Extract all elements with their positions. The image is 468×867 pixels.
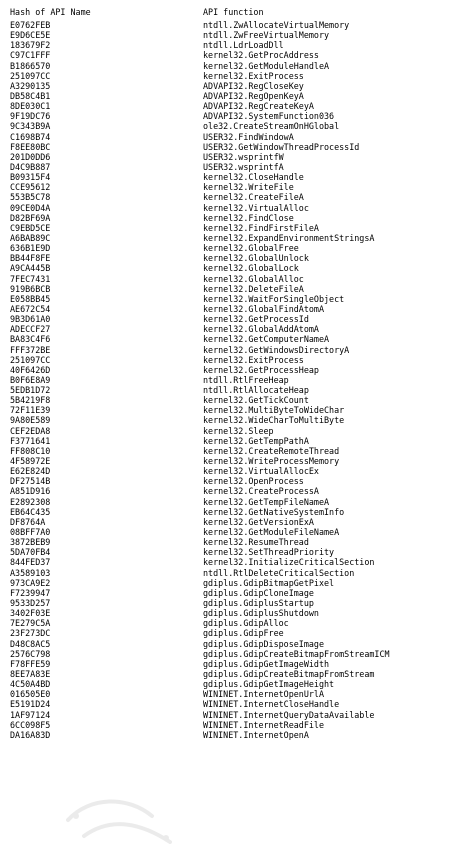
api-function-cell: USER32.wsprintfA [203, 161, 284, 172]
api-hash-cell: ADECCF27 [10, 324, 51, 335]
api-function-cell: kernel32.InitializeCriticalSection [203, 557, 375, 568]
api-hash-cell: EB64C435 [10, 506, 51, 517]
table-row [10, 193, 463, 203]
api-function-cell: kernel32.VirtualAlloc [203, 202, 309, 213]
api-function-cell: kernel32.GetModuleFileNameA [203, 527, 340, 538]
api-function-cell: kernel32.GetComputerNameA [203, 334, 330, 345]
hash-column-header: Hash of API Name [10, 7, 91, 17]
api-function-cell: ole32.CreateStreamOnHGlobal [203, 121, 340, 132]
api-hash-cell: 973CA9E2 [10, 577, 51, 588]
api-function-cell: WININET.InternetOpenUrlA [203, 689, 325, 700]
api-hash-table-body [10, 21, 463, 741]
api-function-cell: ntdll.RtlAllocateHeap [203, 385, 309, 396]
api-hash-cell: F7239947 [10, 587, 51, 598]
api-hash-cell: 5B4219F8 [10, 395, 51, 406]
table-row [10, 731, 463, 741]
api-function-cell: kernel32.FindFirstFileA [203, 222, 319, 233]
api-hash-cell: 3402F03E [10, 608, 51, 619]
table-row [10, 335, 463, 345]
api-hash-cell: E058BB45 [10, 293, 51, 304]
api-hash-cell: 183679F2 [10, 40, 51, 51]
api-function-cell: kernel32.WideCharToMultiByte [203, 415, 345, 426]
api-function-cell: gdiplus.GdipDisposeImage [203, 638, 325, 649]
api-hash-cell: E2892308 [10, 496, 51, 507]
api-hash-cell: 7FEC7431 [10, 273, 51, 284]
api-hash-cell: 72F11E39 [10, 405, 51, 416]
api-hash-cell: 8DE030C1 [10, 101, 51, 112]
api-function-cell: kernel32.GetTempPathA [203, 435, 309, 446]
table-header [10, 8, 463, 16]
api-function-cell: kernel32.ExitProcess [203, 70, 304, 81]
api-hash-cell: A9CA445B [10, 263, 51, 274]
api-function-cell: kernel32.VirtualAllocEx [203, 466, 319, 477]
api-function-cell: kernel32.DeleteFileA [203, 283, 304, 294]
api-hash-cell: E9D6CE5E [10, 30, 51, 41]
api-hash-cell: D4C9B887 [10, 161, 51, 172]
api-function-cell: gdiplus.GdipCreateBitmapFromStreamICM [203, 648, 390, 659]
api-hash-cell: 3872BEB9 [10, 537, 51, 548]
api-hash-cell: 201D0DD6 [10, 151, 51, 162]
api-hash-cell: DF8764A [10, 516, 46, 527]
table-row [10, 264, 463, 274]
api-hash-cell: 9A80E589 [10, 415, 51, 426]
api-function-cell: kernel32.GlobalFree [203, 243, 299, 254]
api-function-cell: USER32.wsprintfW [203, 151, 284, 162]
api-hash-cell: 251097CC [10, 70, 51, 81]
api-function-cell: kernel32.CreateProcessA [203, 486, 319, 497]
api-function-cell: kernel32.FindClose [203, 212, 294, 223]
api-function-cell: gdiplus.GdipGetImageWidth [203, 658, 330, 669]
api-function-cell: ntdll.RtlFreeHeap [203, 374, 289, 385]
api-hash-cell: FF808C10 [10, 445, 51, 456]
api-function-cell: kernel32.SetThreadPriority [203, 547, 335, 558]
api-function-cell: ADVAPI32.SystemFunction036 [203, 111, 335, 122]
api-function-cell: kernel32.GetProcAddress [203, 50, 319, 61]
api-function-cell: kernel32.GetVersionExA [203, 516, 314, 527]
api-function-cell: ntdll.LdrLoadDll [203, 40, 284, 51]
api-function-cell: gdiplus.GdipAlloc [203, 618, 289, 629]
api-hash-cell: AE672C54 [10, 303, 51, 314]
api-function-cell: gdiplus.GdipBitmapGetPixel [203, 577, 335, 588]
api-hash-cell: 2576C798 [10, 648, 51, 659]
api-function-cell: kernel32.ExitProcess [203, 354, 304, 365]
api-function-cell: kernel32.GlobalFindAtomA [203, 303, 325, 314]
api-function-cell: ntdll.ZwFreeVirtualMemory [203, 30, 330, 41]
api-function-cell: gdiplus.GdipCreateBitmapFromStream [203, 669, 375, 679]
api-hash-cell: 6CC098F5 [10, 719, 51, 730]
api-function-cell: kernel32.Sleep [203, 425, 274, 436]
api-function-cell: WININET.InternetCloseHandle [203, 699, 340, 710]
api-function-cell: kernel32.GetTickCount [203, 395, 309, 406]
api-hash-cell: B1866570 [10, 60, 51, 71]
api-hash-cell: DF27514B [10, 476, 51, 487]
api-hash-cell: 4C50A4BD [10, 679, 51, 690]
api-function-cell: USER32.GetWindowThreadProcessId [203, 141, 360, 152]
api-hash-cell: DB58C4B1 [10, 90, 51, 101]
api-hash-cell: D48C8AC5 [10, 638, 51, 649]
freebuf-watermark-logo [60, 788, 185, 856]
api-function-cell: kernel32.GetProcessId [203, 314, 309, 325]
api-function-cell: gdiplus.GdipFree [203, 628, 284, 639]
api-function-cell: kernel32.CreateRemoteThread [203, 445, 340, 456]
api-hash-cell: 844FED37 [10, 557, 51, 568]
api-function-cell: ntdll.ZwAllocateVirtualMemory [203, 20, 350, 30]
api-function-cell: kernel32.GetTempFileNameA [203, 496, 330, 507]
api-hash-cell: 636B1E9D [10, 243, 51, 254]
api-function-cell: kernel32.ResumeThread [203, 537, 309, 548]
api-hash-cell: 4F58972E [10, 456, 51, 467]
api-function-cell: kernel32.MultiByteToWideChar [203, 405, 345, 416]
api-function-column-header: API function [203, 7, 264, 17]
api-hash-cell: 9F19DC76 [10, 111, 51, 122]
api-hash-cell: 8EE7A83E [10, 669, 51, 679]
api-hash-cell: B0F6E8A9 [10, 374, 51, 385]
api-hash-cell: 251097CC [10, 354, 51, 365]
api-hash-cell: 9C343B9A [10, 121, 51, 132]
api-function-cell: kernel32.GlobalAlloc [203, 273, 304, 284]
api-hash-cell: 9B3D61A0 [10, 314, 51, 325]
api-hash-cell: 9533D257 [10, 598, 51, 609]
api-function-cell: WININET.InternetReadFile [203, 719, 325, 730]
api-function-cell: kernel32.GetWindowsDirectoryA [203, 344, 350, 355]
api-hash-cell: E0762FEB [10, 20, 51, 30]
api-function-cell: ADVAPI32.RegCloseKey [203, 80, 304, 91]
api-function-cell: gdiplus.GdiplusStartup [203, 598, 314, 609]
api-hash-cell: 23F273DC [10, 628, 51, 639]
api-function-cell: WININET.InternetOpenA [203, 729, 309, 740]
api-function-cell: gdiplus.GdipCloneImage [203, 587, 314, 598]
api-function-cell: kernel32.GetProcessHeap [203, 364, 319, 375]
api-function-cell: kernel32.WriteProcessMemory [203, 456, 340, 467]
api-hash-cell: 5DA70FB4 [10, 547, 51, 558]
api-hash-cell: F8EE80BC [10, 141, 51, 152]
api-hash-cell: 1AF97124 [10, 709, 51, 720]
api-function-cell: kernel32.OpenProcess [203, 476, 304, 487]
api-hash-cell: BA83C4F6 [10, 334, 51, 345]
api-hash-cell: DA16A83D [10, 729, 51, 740]
api-hash-cell: C9EBD5CE [10, 222, 51, 233]
api-function-cell: gdiplus.GdipGetImageHeight [203, 679, 335, 690]
api-function-cell: WININET.InternetQueryDataAvailable [203, 709, 375, 720]
api-hash-cell: 09CE0D4A [10, 202, 51, 213]
api-hash-cell: D82BF69A [10, 212, 51, 223]
api-hash-cell: 7E279C5A [10, 618, 51, 629]
api-function-cell: kernel32.CreateFileA [203, 192, 304, 203]
api-function-cell: kernel32.GlobalAddAtomA [203, 324, 319, 335]
api-function-cell: kernel32.GetModuleHandleA [203, 60, 330, 71]
api-hash-cell: A6BAB89C [10, 232, 51, 243]
api-hash-cell: 553B5C78 [10, 192, 51, 203]
api-hash-cell: C1698B74 [10, 131, 51, 142]
api-function-cell: kernel32.CloseHandle [203, 172, 304, 183]
api-hash-cell: C97C1FFF [10, 50, 51, 61]
api-hash-cell: F3771641 [10, 435, 51, 446]
api-function-cell: kernel32.GlobalUnlock [203, 253, 309, 264]
api-hash-cell: CEF2EDA8 [10, 425, 51, 436]
api-function-cell: kernel32.GetNativeSystemInfo [203, 506, 345, 517]
api-hash-cell: E62E824D [10, 466, 51, 477]
api-function-cell: gdiplus.GdiplusShutdown [203, 608, 319, 619]
api-hash-cell: BB44F8FE [10, 253, 51, 264]
api-hash-cell: A851D916 [10, 486, 51, 497]
api-hash-cell: CCE95612 [10, 182, 51, 193]
api-hash-cell: 5EDB1D72 [10, 385, 51, 396]
api-function-cell: ADVAPI32.RegOpenKeyA [203, 90, 304, 101]
api-function-cell: kernel32.ExpandEnvironmentStringsA [203, 232, 375, 243]
api-function-cell: ntdll.RtlDeleteCriticalSection [203, 567, 355, 578]
api-hash-cell: A3290135 [10, 80, 51, 91]
api-function-cell: kernel32.GlobalLock [203, 263, 299, 274]
api-hash-cell: B09315F4 [10, 172, 51, 183]
api-hash-cell: FFF372BE [10, 344, 51, 355]
api-hash-cell: F78FFE59 [10, 658, 51, 669]
api-hash-cell: 016505E0 [10, 689, 51, 700]
api-function-cell: kernel32.WaitForSingleObject [203, 293, 345, 304]
api-hash-cell: 919B6BCB [10, 283, 51, 294]
api-function-cell: kernel32.WriteFile [203, 182, 294, 193]
api-hash-cell: 40F6426D [10, 364, 51, 375]
api-function-cell: USER32.FindWindowA [203, 131, 294, 142]
api-function-cell: ADVAPI32.RegCreateKeyA [203, 101, 314, 112]
api-hash-cell: A3589103 [10, 567, 51, 578]
api-hash-cell: E5191D24 [10, 699, 51, 710]
api-hash-cell: 08BFF7A0 [10, 527, 51, 538]
